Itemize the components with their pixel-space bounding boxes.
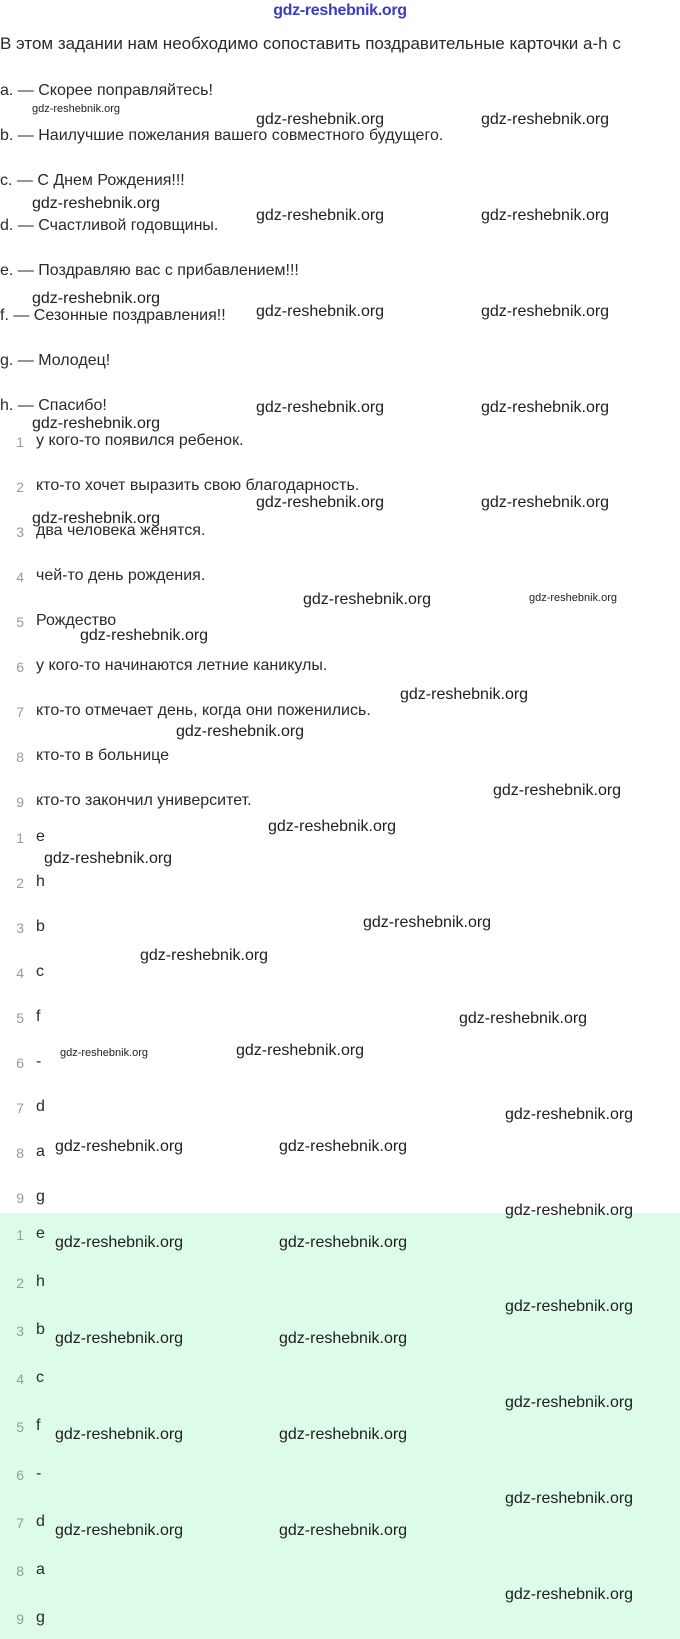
item-number: 3 (16, 920, 24, 936)
watermark: gdz-reshebnik.org (363, 914, 492, 931)
card-line: h. — Спасибо! (0, 397, 107, 414)
situation-text: кто-то отмечает день, когда они поженились. (36, 702, 371, 719)
answer-letter: a (36, 1143, 45, 1160)
watermark: gdz-reshebnik.org (256, 111, 385, 128)
item-number: 4 (16, 569, 24, 585)
watermark: gdz-reshebnik.org (32, 290, 161, 307)
watermark: gdz-reshebnik.org (505, 1394, 634, 1411)
item-number: 8 (16, 1145, 24, 1161)
situation-text: кто-то хочет выразить свою благодарность. (36, 477, 360, 494)
item-number: 2 (16, 479, 24, 495)
item-number: 5 (16, 614, 24, 630)
watermark: gdz-reshebnik.org (481, 207, 610, 224)
watermark: gdz-reshebnik.org (481, 303, 610, 320)
answer-letter: g (36, 1188, 45, 1205)
situation-text: кто-то в больнице (36, 747, 170, 764)
watermark: gdz-reshebnik.org (32, 195, 161, 212)
watermark: gdz-reshebnik.org (279, 1522, 408, 1539)
item-number: 9 (16, 794, 24, 810)
situation-text: у кого-то начинаются летние каникулы. (36, 657, 328, 674)
watermark: gdz-reshebnik.org (481, 111, 610, 128)
watermark: gdz-reshebnik.org (400, 686, 529, 703)
watermark: gdz-reshebnik.org (80, 627, 209, 644)
watermark: gdz-reshebnik.org (140, 947, 269, 964)
answer-letter: g (36, 1609, 45, 1626)
watermark: gdz-reshebnik.org (529, 592, 618, 604)
watermark: gdz-reshebnik.org (176, 723, 305, 740)
watermark: gdz-reshebnik.org (493, 782, 622, 799)
item-number: 1 (16, 1227, 24, 1243)
item-number: 7 (16, 1515, 24, 1531)
watermark: gdz-reshebnik.org (44, 850, 173, 867)
situation-text: два человека женятся. (36, 522, 206, 539)
card-line: c. — С Днем Рождения!!! (0, 172, 185, 189)
answer-letter: f (36, 1417, 41, 1434)
watermark: gdz-reshebnik.org (256, 399, 385, 416)
watermark: gdz-reshebnik.org (55, 1330, 184, 1347)
watermark: gdz-reshebnik.org (256, 303, 385, 320)
item-number: 2 (16, 1275, 24, 1291)
item-number: 5 (16, 1419, 24, 1435)
watermark: gdz-reshebnik.org (481, 399, 610, 416)
site-header: gdz-reshebnik.org (273, 2, 407, 19)
watermark: gdz-reshebnik.org (279, 1234, 408, 1251)
card-line: f. — Сезонные поздравления!! (0, 307, 226, 324)
answer-letter: - (36, 1465, 42, 1482)
item-number: 8 (16, 749, 24, 765)
answer-letter: b (36, 918, 45, 935)
answer-letter: b (36, 1321, 45, 1338)
card-line: g. — Молодец! (0, 352, 111, 369)
watermark: gdz-reshebnik.org (505, 1490, 634, 1507)
situation-text: кто-то закончил университет. (36, 792, 252, 809)
watermark: gdz-reshebnik.org (55, 1234, 184, 1251)
item-number: 6 (16, 1467, 24, 1483)
watermark: gdz-reshebnik.org (505, 1202, 634, 1219)
card-line: b. — Наилучшие пожелания вашего совместного будущего. (0, 127, 444, 144)
answer-letter: - (36, 1053, 42, 1070)
item-number: 9 (16, 1190, 24, 1206)
answer-letter: c (36, 963, 44, 980)
watermark: gdz-reshebnik.org (268, 818, 397, 835)
watermark: gdz-reshebnik.org (32, 103, 121, 115)
answer-letter: d (36, 1098, 45, 1115)
item-number: 4 (16, 965, 24, 981)
item-number: 1 (16, 434, 24, 450)
watermark: gdz-reshebnik.org (32, 415, 161, 432)
item-number: 3 (16, 524, 24, 540)
watermark: gdz-reshebnik.org (481, 494, 610, 511)
watermark: gdz-reshebnik.org (279, 1426, 408, 1443)
answer-letter: a (36, 1561, 45, 1578)
situation-text: чей-то день рождения. (36, 567, 206, 584)
answer-letter: h (36, 873, 45, 890)
watermark: gdz-reshebnik.org (505, 1106, 634, 1123)
item-number: 6 (16, 659, 24, 675)
card-line: d. — Счастливой годовщины. (0, 217, 219, 234)
watermark: gdz-reshebnik.org (505, 1586, 634, 1603)
watermark: gdz-reshebnik.org (303, 591, 432, 608)
card-line: e. — Поздравляю вас с прибавлением!!! (0, 262, 299, 279)
watermark: gdz-reshebnik.org (236, 1042, 365, 1059)
watermark: gdz-reshebnik.org (505, 1298, 634, 1315)
watermark: gdz-reshebnik.org (459, 1010, 588, 1027)
answer-letter: d (36, 1513, 45, 1530)
item-number: 6 (16, 1055, 24, 1071)
intro-text: В этом задании нам необходимо сопоставить поздравительные карточки a-h с (0, 34, 621, 53)
answer-letter: h (36, 1273, 45, 1290)
item-number: 3 (16, 1323, 24, 1339)
item-number: 8 (16, 1563, 24, 1579)
situation-text: Рождество (36, 612, 117, 629)
watermark: gdz-reshebnik.org (60, 1047, 149, 1059)
answer-letter: e (36, 828, 45, 845)
item-number: 1 (16, 830, 24, 846)
item-number: 7 (16, 1100, 24, 1116)
watermark: gdz-reshebnik.org (256, 207, 385, 224)
item-number: 2 (16, 875, 24, 891)
answer-letter: e (36, 1225, 45, 1242)
watermark: gdz-reshebnik.org (32, 510, 161, 527)
answer-letter: f (36, 1008, 41, 1025)
card-line: a. — Скорее поправляйтесь! (0, 82, 213, 99)
item-number: 9 (16, 1611, 24, 1627)
watermark: gdz-reshebnik.org (279, 1138, 408, 1155)
situation-text: у кого-то появился ребенок. (36, 432, 244, 449)
item-number: 7 (16, 704, 24, 720)
item-number: 4 (16, 1371, 24, 1387)
watermark: gdz-reshebnik.org (256, 494, 385, 511)
watermark: gdz-reshebnik.org (55, 1138, 184, 1155)
watermark: gdz-reshebnik.org (279, 1330, 408, 1347)
answer-letter: c (36, 1369, 44, 1386)
watermark: gdz-reshebnik.org (55, 1522, 184, 1539)
item-number: 5 (16, 1010, 24, 1026)
watermark: gdz-reshebnik.org (55, 1426, 184, 1443)
